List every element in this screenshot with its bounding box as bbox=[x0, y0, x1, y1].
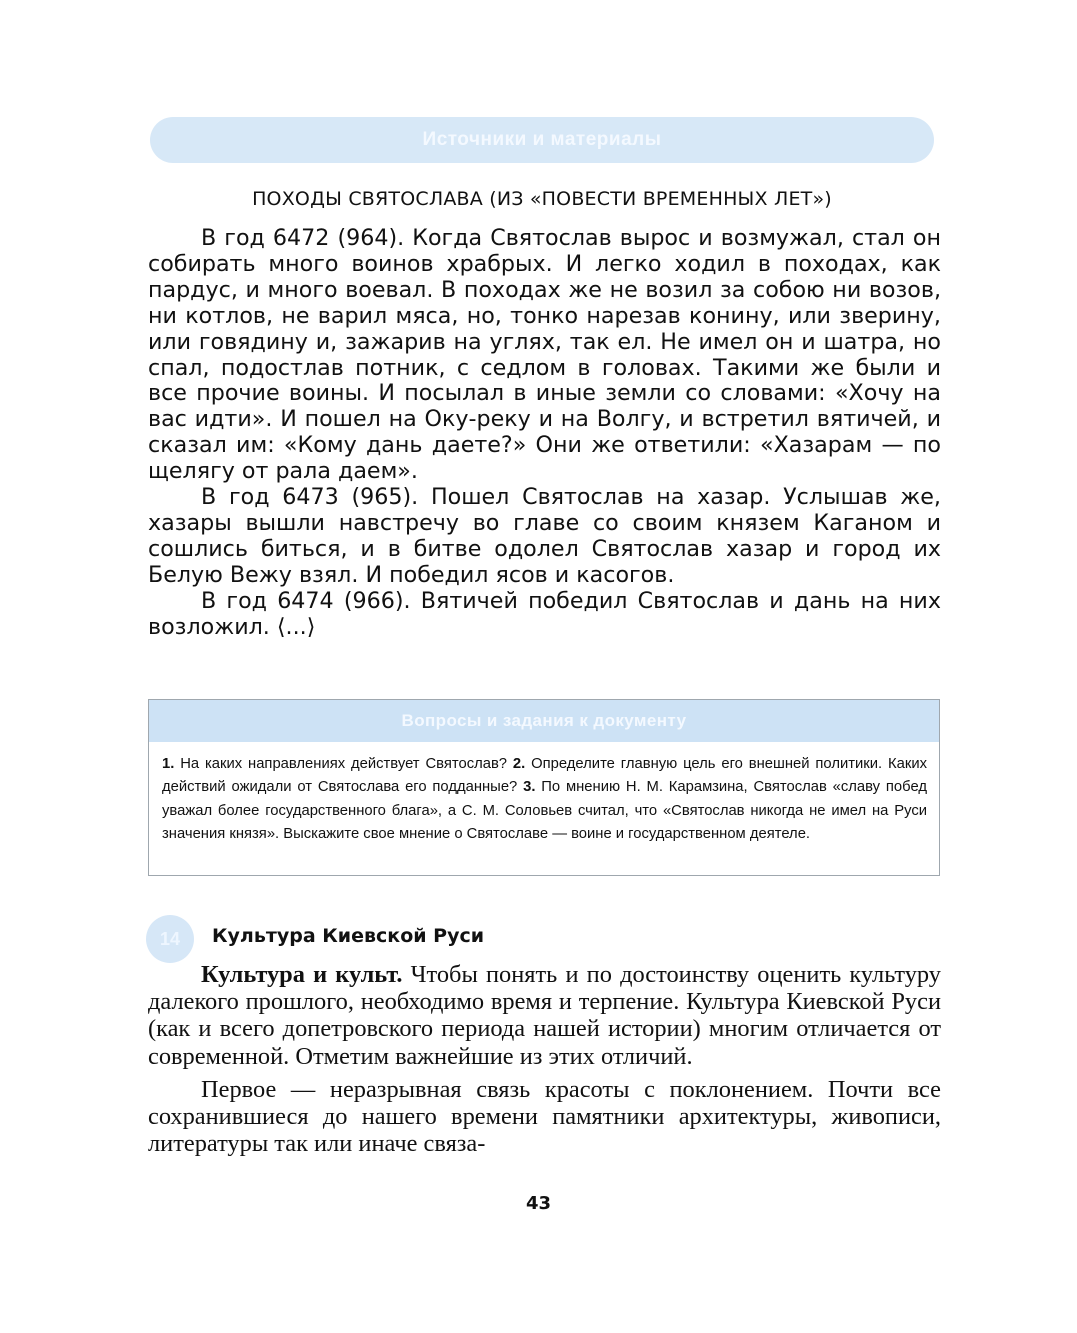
section-number: 14 bbox=[159, 928, 181, 949]
section-number-badge bbox=[146, 915, 194, 963]
question-number: 3. bbox=[523, 779, 536, 796]
document-paragraph: В год 6473 (965). Пошел Святослав на хазар. Услышав же, хазары вышли навстречу во главе со своим князем Каганом и сошлись биться, и в битве одолел Святослав хазар и город их Белую Вежу взял. И победил ясов и касогов. bbox=[148, 484, 941, 588]
paragraph-body: Чтобы понять и по достоинству оценить культуру далекого прошлого, необходимо время и терпение. Культура Киевской Руси (как и всего допетровского периода нашей истории) многим отличается от современной. Отметим важнейшие из этих отличий. bbox=[148, 961, 941, 1070]
section-paragraph: Первое — неразрывная связь красоты с поклонением. Почти все сохранившиеся до нашего времени памятники архитектуры, живописи, литературы так или иначе связа- bbox=[148, 1075, 941, 1158]
page-number: 43 bbox=[525, 1193, 552, 1214]
document-paragraph: В год 6474 (966). Вятичей победил Святослав и дань на них возложил. ⟨...⟩ bbox=[148, 587, 941, 640]
section-title: Культура Киевской Руси bbox=[212, 925, 485, 947]
sources-banner bbox=[150, 117, 934, 163]
questions-header bbox=[149, 700, 939, 742]
document-paragraph: В год 6472 (964). Когда Святослав вырос и возмужал, стал он собирать много воинов храбрых. И легко ходил в походах, как пардус, и много воевал. В походах же не возил за собою ни возов, ни котлов, не варил мяса, но, тонко нарезав конину, или зверину, или говядину и, зажарив на углях, так ел. Не имел он и шатра, но спал, подостлав потник, с седлом в головах. Такими же были и все прочие воины. И посылал в иные земли со словами: «Хочу на вас идти». И пошел на Оку-реку и на Волгу, и встретил вятичей, и сказал им: «Кому дань даете?» Они же ответили: «Хазарам — по щелягу от рала даем». bbox=[148, 225, 941, 485]
section-paragraph bbox=[148, 961, 941, 1070]
questions-body bbox=[149, 742, 939, 847]
question-number: 1. bbox=[162, 756, 175, 772]
questions-title: Вопросы и задания к документу bbox=[401, 711, 687, 730]
document-text bbox=[148, 226, 941, 641]
document-heading: ПОХОДЫ СВЯТОСЛАВА (ИЗ «ПОВЕСТИ ВРЕМЕННЫХ ЛЕТ») bbox=[252, 188, 832, 210]
paragraph-lead: Культура и культ. bbox=[201, 961, 403, 988]
question-text: Определите главную цель его внешней политики. Каких действий ожидали от Святослава его подданные? bbox=[162, 756, 927, 796]
question-number: 2. bbox=[512, 756, 526, 772]
sources-banner-title: Источники и материалы bbox=[422, 129, 662, 150]
question-text: По мнению Н. М. Карамзина, Святослав «славу побед уважал более государственного блага», а С. М. Соловьев считал, что «Святослав никогда не имел на Руси значения князя». Выскажите свое мнение о Святославе — воине и государственном деятеле. bbox=[162, 779, 927, 843]
questions-box bbox=[148, 699, 940, 876]
section-text bbox=[148, 961, 941, 1157]
question-text: На каких направлениях действует Святослав? bbox=[180, 756, 508, 772]
